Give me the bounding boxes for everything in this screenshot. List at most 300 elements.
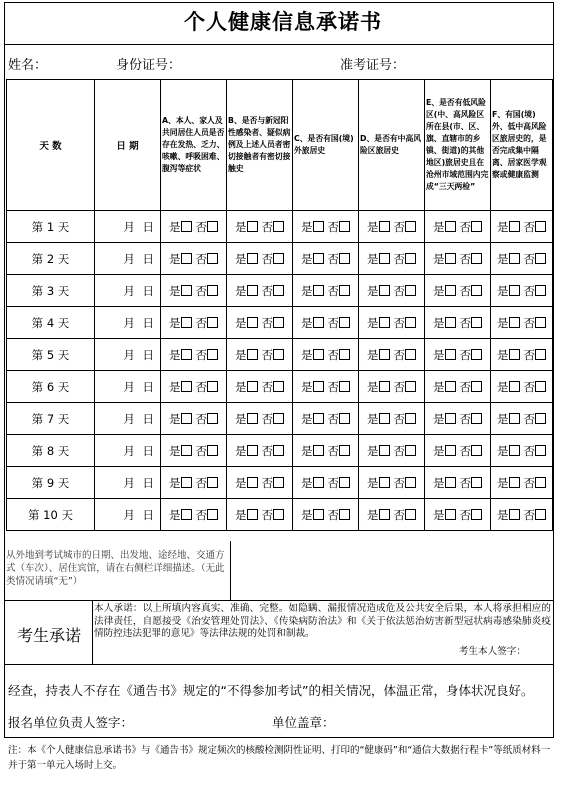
yes-checkbox[interactable] xyxy=(509,413,520,424)
yes-checkbox[interactable] xyxy=(379,477,390,488)
yes-checkbox[interactable] xyxy=(509,477,520,488)
yes-option[interactable] xyxy=(169,284,196,298)
yes-option[interactable] xyxy=(301,316,328,330)
yes-option[interactable] xyxy=(433,476,460,490)
yes-checkbox[interactable] xyxy=(181,221,192,232)
no-checkbox[interactable] xyxy=(273,285,284,296)
no-option[interactable] xyxy=(328,284,351,298)
yes-no-cell xyxy=(359,371,425,403)
no-option[interactable] xyxy=(196,284,219,298)
yes-checkbox[interactable] xyxy=(313,349,324,360)
yes-label: 是 xyxy=(497,315,509,330)
yes-checkbox[interactable] xyxy=(379,445,390,456)
yes-option[interactable] xyxy=(235,412,262,426)
no-option[interactable] xyxy=(328,476,351,490)
day-cell: 第 8 天 xyxy=(7,435,95,467)
table-row xyxy=(7,339,553,371)
yes-label: 是 xyxy=(301,219,313,234)
frame-top xyxy=(4,2,554,3)
yes-checkbox[interactable] xyxy=(313,285,324,296)
yes-option[interactable] xyxy=(301,348,328,362)
yes-label: 是 xyxy=(367,379,379,394)
no-checkbox[interactable] xyxy=(405,317,416,328)
no-checkbox[interactable] xyxy=(535,509,546,520)
yes-checkbox[interactable] xyxy=(445,477,456,488)
yes-option[interactable] xyxy=(497,316,524,330)
yes-checkbox[interactable] xyxy=(181,509,192,520)
no-checkbox[interactable] xyxy=(471,285,482,296)
no-checkbox[interactable] xyxy=(471,445,482,456)
yes-checkbox[interactable] xyxy=(313,317,324,328)
no-option[interactable] xyxy=(460,252,483,266)
yes-checkbox[interactable] xyxy=(379,509,390,520)
yes-label: 是 xyxy=(367,475,379,490)
yes-checkbox[interactable] xyxy=(379,349,390,360)
yes-option[interactable] xyxy=(301,476,328,490)
no-checkbox[interactable] xyxy=(471,381,482,392)
no-option[interactable] xyxy=(394,316,417,330)
no-option[interactable] xyxy=(524,444,547,458)
no-option[interactable] xyxy=(196,380,219,394)
no-option[interactable] xyxy=(262,412,285,426)
no-checkbox[interactable] xyxy=(405,285,416,296)
yes-option[interactable] xyxy=(367,316,394,330)
no-checkbox[interactable] xyxy=(273,349,284,360)
no-option[interactable] xyxy=(262,284,285,298)
yes-no-cell xyxy=(293,243,359,275)
no-checkbox[interactable] xyxy=(339,253,350,264)
yes-option[interactable] xyxy=(367,220,394,234)
yes-option[interactable] xyxy=(169,412,196,426)
no-checkbox[interactable] xyxy=(535,477,546,488)
yes-checkbox[interactable] xyxy=(313,253,324,264)
yes-option[interactable] xyxy=(497,220,524,234)
no-option[interactable] xyxy=(262,252,285,266)
yes-checkbox[interactable] xyxy=(181,477,192,488)
yes-option[interactable] xyxy=(235,316,262,330)
yes-checkbox[interactable] xyxy=(509,445,520,456)
no-checkbox[interactable] xyxy=(207,285,218,296)
yes-checkbox[interactable] xyxy=(247,317,258,328)
yes-checkbox[interactable] xyxy=(247,221,258,232)
yes-label: 是 xyxy=(433,379,445,394)
yes-option[interactable] xyxy=(497,476,524,490)
date-cell[interactable]: 月 日 xyxy=(95,211,161,243)
col-question-e: E、是否有低风险区(中、高风险区所在县(市、区、旗、直辖市的乡镇、街道)的其他地区)旅居史且在沧州市域范围内完成“三天两检” xyxy=(425,80,491,211)
yes-label: 是 xyxy=(235,219,247,234)
yes-option[interactable] xyxy=(367,348,394,362)
yes-option[interactable] xyxy=(367,252,394,266)
no-checkbox[interactable] xyxy=(535,253,546,264)
yes-no-cell xyxy=(491,467,553,499)
yes-option[interactable] xyxy=(367,508,394,522)
yes-option[interactable] xyxy=(169,252,196,266)
yes-checkbox[interactable] xyxy=(247,477,258,488)
no-checkbox[interactable] xyxy=(471,349,482,360)
no-option[interactable] xyxy=(262,220,285,234)
yes-no-cell xyxy=(359,307,425,339)
yes-checkbox[interactable] xyxy=(509,285,520,296)
no-label: 否 xyxy=(327,219,339,234)
no-checkbox[interactable] xyxy=(405,477,416,488)
no-checkbox[interactable] xyxy=(471,509,482,520)
no-option[interactable] xyxy=(262,316,285,330)
yes-checkbox[interactable] xyxy=(445,509,456,520)
no-option[interactable] xyxy=(328,348,351,362)
no-checkbox[interactable] xyxy=(405,349,416,360)
no-option[interactable] xyxy=(394,412,417,426)
no-option[interactable] xyxy=(460,508,483,522)
no-label: 否 xyxy=(261,347,273,362)
yes-label: 是 xyxy=(433,443,445,458)
yes-checkbox[interactable] xyxy=(509,221,520,232)
yes-option[interactable] xyxy=(169,444,196,458)
no-label: 否 xyxy=(459,411,471,426)
unit-seal-label: 单位盖章： xyxy=(272,715,335,730)
no-option[interactable] xyxy=(196,508,219,522)
yes-checkbox[interactable] xyxy=(445,381,456,392)
yes-checkbox[interactable] xyxy=(313,381,324,392)
no-checkbox[interactable] xyxy=(207,221,218,232)
no-checkbox[interactable] xyxy=(339,477,350,488)
no-checkbox[interactable] xyxy=(207,509,218,520)
yes-checkbox[interactable] xyxy=(247,445,258,456)
no-option[interactable] xyxy=(460,444,483,458)
no-option[interactable] xyxy=(394,284,417,298)
no-option[interactable] xyxy=(328,412,351,426)
no-checkbox[interactable] xyxy=(207,477,218,488)
no-option[interactable] xyxy=(328,316,351,330)
travel-divider xyxy=(230,541,231,600)
candidate-signature-label: 考生本人签字： xyxy=(458,646,526,657)
yes-checkbox[interactable] xyxy=(509,349,520,360)
no-option[interactable] xyxy=(460,220,483,234)
no-option[interactable] xyxy=(524,220,547,234)
yes-checkbox[interactable] xyxy=(445,445,456,456)
no-label: 否 xyxy=(327,507,339,522)
yes-checkbox[interactable] xyxy=(247,509,258,520)
no-option[interactable] xyxy=(460,316,483,330)
yes-option[interactable] xyxy=(497,380,524,394)
no-checkbox[interactable] xyxy=(207,413,218,424)
no-option[interactable] xyxy=(524,476,547,490)
yes-option[interactable] xyxy=(497,444,524,458)
no-checkbox[interactable] xyxy=(339,285,350,296)
yes-option[interactable] xyxy=(433,284,460,298)
no-option[interactable] xyxy=(328,508,351,522)
yes-checkbox[interactable] xyxy=(181,349,192,360)
yes-option[interactable] xyxy=(433,348,460,362)
no-checkbox[interactable] xyxy=(273,413,284,424)
yes-option[interactable] xyxy=(301,508,328,522)
date-cell[interactable]: 月 日 xyxy=(95,339,161,371)
no-checkbox[interactable] xyxy=(471,317,482,328)
no-option[interactable] xyxy=(524,412,547,426)
yes-label: 是 xyxy=(169,379,181,394)
yes-checkbox[interactable] xyxy=(247,381,258,392)
no-label: 否 xyxy=(523,347,535,362)
date-cell[interactable]: 月 日 xyxy=(95,243,161,275)
yes-option[interactable] xyxy=(301,252,328,266)
yes-checkbox[interactable] xyxy=(181,445,192,456)
no-checkbox[interactable] xyxy=(207,317,218,328)
yes-checkbox[interactable] xyxy=(313,509,324,520)
yes-checkbox[interactable] xyxy=(509,253,520,264)
no-option[interactable] xyxy=(196,476,219,490)
no-option[interactable] xyxy=(460,412,483,426)
yes-option[interactable] xyxy=(433,380,460,394)
no-option[interactable] xyxy=(262,444,285,458)
yes-option[interactable] xyxy=(433,316,460,330)
yes-option[interactable] xyxy=(367,284,394,298)
yes-checkbox[interactable] xyxy=(509,509,520,520)
no-checkbox[interactable] xyxy=(405,253,416,264)
no-label: 否 xyxy=(195,475,207,490)
no-checkbox[interactable] xyxy=(535,221,546,232)
no-option[interactable] xyxy=(328,444,351,458)
no-checkbox[interactable] xyxy=(471,413,482,424)
yes-option[interactable] xyxy=(301,284,328,298)
date-cell[interactable]: 月 日 xyxy=(95,499,161,531)
yes-option[interactable] xyxy=(367,380,394,394)
no-option[interactable] xyxy=(524,252,547,266)
no-checkbox[interactable] xyxy=(273,317,284,328)
yes-option[interactable] xyxy=(301,444,328,458)
no-option[interactable] xyxy=(328,252,351,266)
no-option[interactable] xyxy=(196,316,219,330)
no-checkbox[interactable] xyxy=(405,413,416,424)
yes-checkbox[interactable] xyxy=(445,413,456,424)
yes-option[interactable] xyxy=(169,220,196,234)
no-option[interactable] xyxy=(460,284,483,298)
yes-no-cell xyxy=(359,275,425,307)
no-checkbox[interactable] xyxy=(273,445,284,456)
no-option[interactable] xyxy=(394,476,417,490)
no-option[interactable] xyxy=(524,316,547,330)
no-checkbox[interactable] xyxy=(535,317,546,328)
yes-option[interactable] xyxy=(169,348,196,362)
no-option[interactable] xyxy=(196,220,219,234)
no-label: 否 xyxy=(195,443,207,458)
no-checkbox[interactable] xyxy=(535,381,546,392)
no-option[interactable] xyxy=(262,348,285,362)
yes-checkbox[interactable] xyxy=(509,317,520,328)
day-cell: 第 6 天 xyxy=(7,371,95,403)
no-checkbox[interactable] xyxy=(273,253,284,264)
no-checkbox[interactable] xyxy=(339,445,350,456)
yes-option[interactable] xyxy=(235,348,262,362)
no-option[interactable] xyxy=(196,348,219,362)
yes-label: 是 xyxy=(301,507,313,522)
yes-checkbox[interactable] xyxy=(247,413,258,424)
yes-checkbox[interactable] xyxy=(313,221,324,232)
no-option[interactable] xyxy=(524,380,547,394)
yes-option[interactable] xyxy=(301,220,328,234)
no-checkbox[interactable] xyxy=(207,381,218,392)
no-option[interactable] xyxy=(460,380,483,394)
yes-no-cell xyxy=(491,243,553,275)
no-option[interactable] xyxy=(394,508,417,522)
yes-checkbox[interactable] xyxy=(313,413,324,424)
date-cell[interactable]: 月 日 xyxy=(95,275,161,307)
yes-checkbox[interactable] xyxy=(181,317,192,328)
yes-checkbox[interactable] xyxy=(247,285,258,296)
yes-option[interactable] xyxy=(169,380,196,394)
yes-option[interactable] xyxy=(433,220,460,234)
yes-no-cell xyxy=(491,275,553,307)
yes-option[interactable] xyxy=(367,476,394,490)
yes-checkbox[interactable] xyxy=(379,285,390,296)
no-checkbox[interactable] xyxy=(471,253,482,264)
no-checkbox[interactable] xyxy=(273,509,284,520)
yes-no-cell xyxy=(293,499,359,531)
yes-checkbox[interactable] xyxy=(247,253,258,264)
yes-option[interactable] xyxy=(169,508,196,522)
yes-checkbox[interactable] xyxy=(379,253,390,264)
no-option[interactable] xyxy=(394,444,417,458)
no-option[interactable] xyxy=(460,348,483,362)
no-checkbox[interactable] xyxy=(405,221,416,232)
no-option[interactable] xyxy=(394,348,417,362)
no-option[interactable] xyxy=(524,284,547,298)
yes-no-cell xyxy=(293,275,359,307)
no-option[interactable] xyxy=(524,348,547,362)
yes-checkbox[interactable] xyxy=(445,253,456,264)
no-label: 否 xyxy=(327,347,339,362)
no-option[interactable] xyxy=(262,380,285,394)
yes-option[interactable] xyxy=(497,252,524,266)
no-checkbox[interactable] xyxy=(339,349,350,360)
yes-checkbox[interactable] xyxy=(445,349,456,360)
yes-option[interactable] xyxy=(169,316,196,330)
no-checkbox[interactable] xyxy=(339,381,350,392)
yes-option[interactable] xyxy=(497,412,524,426)
no-checkbox[interactable] xyxy=(405,381,416,392)
no-option[interactable] xyxy=(460,476,483,490)
no-option[interactable] xyxy=(328,220,351,234)
yes-option[interactable] xyxy=(497,284,524,298)
yes-option[interactable] xyxy=(235,476,262,490)
no-checkbox[interactable] xyxy=(535,349,546,360)
yes-checkbox[interactable] xyxy=(181,253,192,264)
yes-no-cell xyxy=(425,435,491,467)
no-checkbox[interactable] xyxy=(339,221,350,232)
no-checkbox[interactable] xyxy=(471,477,482,488)
no-option[interactable] xyxy=(262,476,285,490)
yes-checkbox[interactable] xyxy=(379,381,390,392)
no-label: 否 xyxy=(393,507,405,522)
no-checkbox[interactable] xyxy=(405,509,416,520)
yes-label: 是 xyxy=(169,507,181,522)
promise-text: 本人承诺：以上所填内容真实、准确、完整。如隐瞒、漏报情况造成危及公共安全后果，本人将承担相应的法律责任，自愿接受《治安管理处罚法》、《传染病防治法》和《关于依法惩治妨害新型冠状病毒感染肺炎疫情防控违法犯罪的意见》等法律法规的处罚和制裁。 xyxy=(94,603,551,639)
yes-option[interactable] xyxy=(433,508,460,522)
no-checkbox[interactable] xyxy=(207,445,218,456)
date-cell[interactable]: 月 日 xyxy=(95,467,161,499)
yes-checkbox[interactable] xyxy=(181,413,192,424)
no-option[interactable] xyxy=(328,380,351,394)
yes-option[interactable] xyxy=(497,508,524,522)
no-option[interactable] xyxy=(394,252,417,266)
no-option[interactable] xyxy=(524,508,547,522)
no-option[interactable] xyxy=(394,220,417,234)
yes-checkbox[interactable] xyxy=(379,317,390,328)
yes-option[interactable] xyxy=(235,252,262,266)
yes-label: 是 xyxy=(433,347,445,362)
no-label: 否 xyxy=(195,347,207,362)
yes-option[interactable] xyxy=(367,444,394,458)
yes-option[interactable] xyxy=(235,444,262,458)
no-option[interactable] xyxy=(394,380,417,394)
date-cell[interactable]: 月 日 xyxy=(95,403,161,435)
title-divider xyxy=(4,44,554,45)
yes-no-cell xyxy=(491,499,553,531)
date-cell[interactable]: 月 日 xyxy=(95,435,161,467)
yes-label: 是 xyxy=(301,443,313,458)
col-question-a: A、本人、家人及共同居住人员是否存在发热、乏力、咳嗽、呼吸困难、腹泻等症状 xyxy=(161,80,227,211)
date-cell[interactable]: 月 日 xyxy=(95,371,161,403)
promise-bottom-line xyxy=(4,664,554,665)
yes-option[interactable] xyxy=(433,412,460,426)
no-checkbox[interactable] xyxy=(339,413,350,424)
yes-checkbox[interactable] xyxy=(379,413,390,424)
no-label: 否 xyxy=(327,379,339,394)
yes-option[interactable] xyxy=(367,412,394,426)
yes-checkbox[interactable] xyxy=(379,221,390,232)
yes-no-cell xyxy=(359,403,425,435)
no-checkbox[interactable] xyxy=(273,381,284,392)
yes-checkbox[interactable] xyxy=(181,381,192,392)
no-label: 否 xyxy=(459,251,471,266)
yes-option[interactable] xyxy=(235,380,262,394)
yes-option[interactable] xyxy=(433,444,460,458)
yes-checkbox[interactable] xyxy=(445,317,456,328)
no-option[interactable] xyxy=(262,508,285,522)
yes-checkbox[interactable] xyxy=(445,221,456,232)
yes-checkbox[interactable] xyxy=(313,477,324,488)
no-checkbox[interactable] xyxy=(207,349,218,360)
no-checkbox[interactable] xyxy=(535,285,546,296)
yes-no-cell xyxy=(293,403,359,435)
yes-checkbox[interactable] xyxy=(181,285,192,296)
yes-option[interactable] xyxy=(235,284,262,298)
yes-option[interactable] xyxy=(235,220,262,234)
yes-option[interactable] xyxy=(301,380,328,394)
yes-option[interactable] xyxy=(301,412,328,426)
no-checkbox[interactable] xyxy=(339,509,350,520)
no-checkbox[interactable] xyxy=(339,317,350,328)
yes-checkbox[interactable] xyxy=(247,349,258,360)
yes-checkbox[interactable] xyxy=(509,381,520,392)
no-checkbox[interactable] xyxy=(207,253,218,264)
no-checkbox[interactable] xyxy=(273,221,284,232)
yes-option[interactable] xyxy=(433,252,460,266)
yes-label: 是 xyxy=(235,411,247,426)
no-checkbox[interactable] xyxy=(471,221,482,232)
no-option[interactable] xyxy=(196,444,219,458)
yes-checkbox[interactable] xyxy=(445,285,456,296)
no-checkbox[interactable] xyxy=(535,413,546,424)
yes-option[interactable] xyxy=(497,348,524,362)
no-checkbox[interactable] xyxy=(405,445,416,456)
yes-option[interactable] xyxy=(235,508,262,522)
no-option[interactable] xyxy=(196,252,219,266)
no-checkbox[interactable] xyxy=(535,445,546,456)
no-option[interactable] xyxy=(196,412,219,426)
yes-option[interactable] xyxy=(169,476,196,490)
no-checkbox[interactable] xyxy=(273,477,284,488)
date-cell[interactable]: 月 日 xyxy=(95,307,161,339)
yes-checkbox[interactable] xyxy=(313,445,324,456)
